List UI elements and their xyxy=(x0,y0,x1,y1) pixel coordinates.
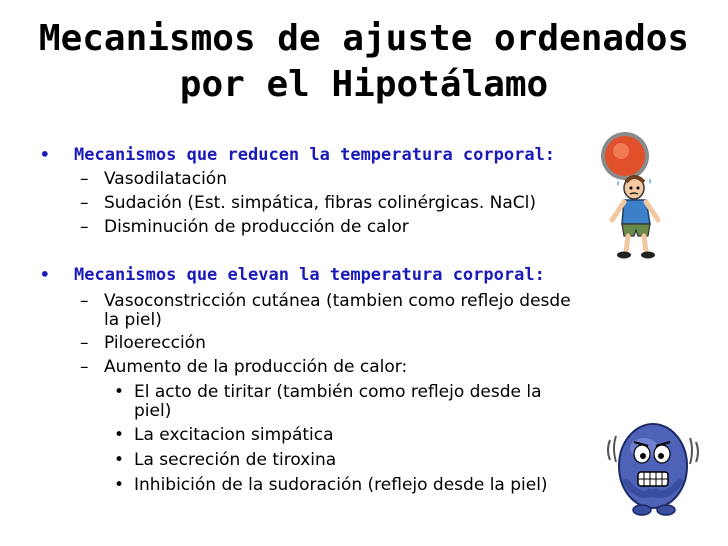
bullet-marker: • xyxy=(40,265,50,284)
list-item-text: Aumento de la producción de calor: xyxy=(104,357,408,377)
bullet-marker: • xyxy=(114,475,125,495)
list-item xyxy=(80,193,537,213)
list-item-continuation xyxy=(104,310,162,330)
slide-title-line-1: Mecanismos de ajuste ordenados xyxy=(38,18,690,59)
section-heading-raise-text: Mecanismos que elevan la temperatura corporal: xyxy=(74,265,545,285)
list-item xyxy=(80,357,408,377)
sub-list-item xyxy=(114,475,548,495)
dash-marker: – xyxy=(80,193,89,213)
section-heading-raise xyxy=(40,265,545,285)
dash-marker: – xyxy=(80,291,89,311)
bullet-marker: • xyxy=(114,382,125,402)
list-item-text: la piel) xyxy=(104,310,162,330)
list-item xyxy=(80,333,206,353)
list-item-text: Disminución de producción de calor xyxy=(104,217,409,237)
dash-marker: – xyxy=(80,357,89,377)
sub-list-item xyxy=(114,450,337,470)
dash-marker: – xyxy=(80,169,89,189)
sub-list-item-text: Inhibición de la sudoración (reflejo desde la piel) xyxy=(134,475,548,495)
list-item-text: Vasoconstricción cutánea (tambien como reflejo desde xyxy=(104,291,571,311)
list-item-text: Vasodilatación xyxy=(104,169,227,189)
list-item-text: Sudación (Est. simpática, fibras colinérgicas. NaCl) xyxy=(104,193,537,213)
slide-title-line-2: por el Hipotálamo xyxy=(179,64,549,105)
dash-marker: – xyxy=(80,217,89,237)
dash-marker: – xyxy=(80,333,89,353)
list-item-text: Piloerección xyxy=(104,333,206,353)
bullet-marker: • xyxy=(114,425,125,445)
sub-list-item-continuation xyxy=(134,401,171,421)
sub-list-item-text: piel) xyxy=(134,401,172,421)
shivering-cold-face-icon xyxy=(604,410,702,522)
section-heading-reduce-text: Mecanismos que reducen la temperatura corporal: xyxy=(74,145,556,165)
list-item xyxy=(80,169,227,189)
sub-list-item-text: La excitacion simpática xyxy=(134,425,334,445)
bullet-marker: • xyxy=(114,450,125,470)
sub-list-item-text: La secreción de tiroxina xyxy=(134,450,337,470)
bullet-marker: • xyxy=(40,145,50,164)
list-item xyxy=(80,291,571,311)
list-item xyxy=(80,217,409,237)
sub-list-item xyxy=(114,382,542,402)
hot-person-sun-icon xyxy=(588,128,670,260)
sub-list-item xyxy=(114,425,334,445)
section-heading-reduce xyxy=(40,145,556,165)
sub-list-item-text: El acto de tiritar (también como reflejo desde la xyxy=(134,382,542,402)
